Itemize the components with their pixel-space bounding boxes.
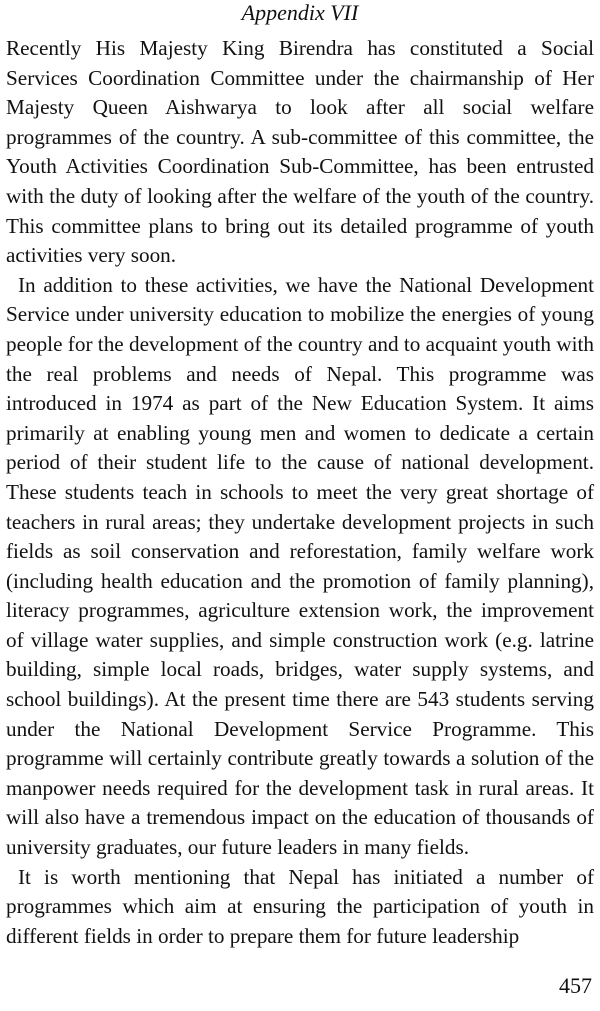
paragraph-national-development-service: In addition to these activities, we have the National Development Service under university education to mobilize the energies of young people for the development of the country and to acquaint youth with the real problems and needs of Nepal. This programme was introduced in 1974 as part of the New Education System. It aims primarily at enabling young men and women to dedicate a certain period of their student life to the cause of national development. These students teach in schools to meet the very great shortage of teachers in rural areas; they undertake development projects in such fields as soil conservation and reforestation, family welfare work (including health education and the promotion of family planning), literacy programmes, agriculture extension work, the improvement of village water supplies, and simple construction work (e.g. latrine building, simple local roads, bridges, water supply systems, and school buildings). At the present time there are 543 students serving under the National Development Service Programme. This programme will certainly contribute greatly towards a solution of the manpower needs required for the development task in rural areas. It will also have a tremendous impact on the education of thousands of university graduates, our future leaders in many fields. <box>6 272 594 860</box>
page-number: 457 <box>559 973 592 998</box>
paragraph-youth-leadership: It is worth mentioning that Nepal has initiated a number of programmes which aim at ensuring the participation of youth in different fields in order to prepare them for future leadership <box>6 864 594 948</box>
running-head-title: Appendix VII <box>241 0 359 25</box>
paragraph-social-services-committee: Recently His Majesty King Birendra has constituted a Social Services Coordination Committee under the chairmanship of Her Majesty Queen Aishwarya to look after all social welfare programmes of the country. A sub-committee of this committee, the Youth Activities Coordination Sub-Committee, has been entrusted with the duty of looking after the welfare of the youth of the country. This committee plans to bring out its detailed programme of youth activities very soon. <box>6 36 594 268</box>
body-text <box>6 34 594 951</box>
